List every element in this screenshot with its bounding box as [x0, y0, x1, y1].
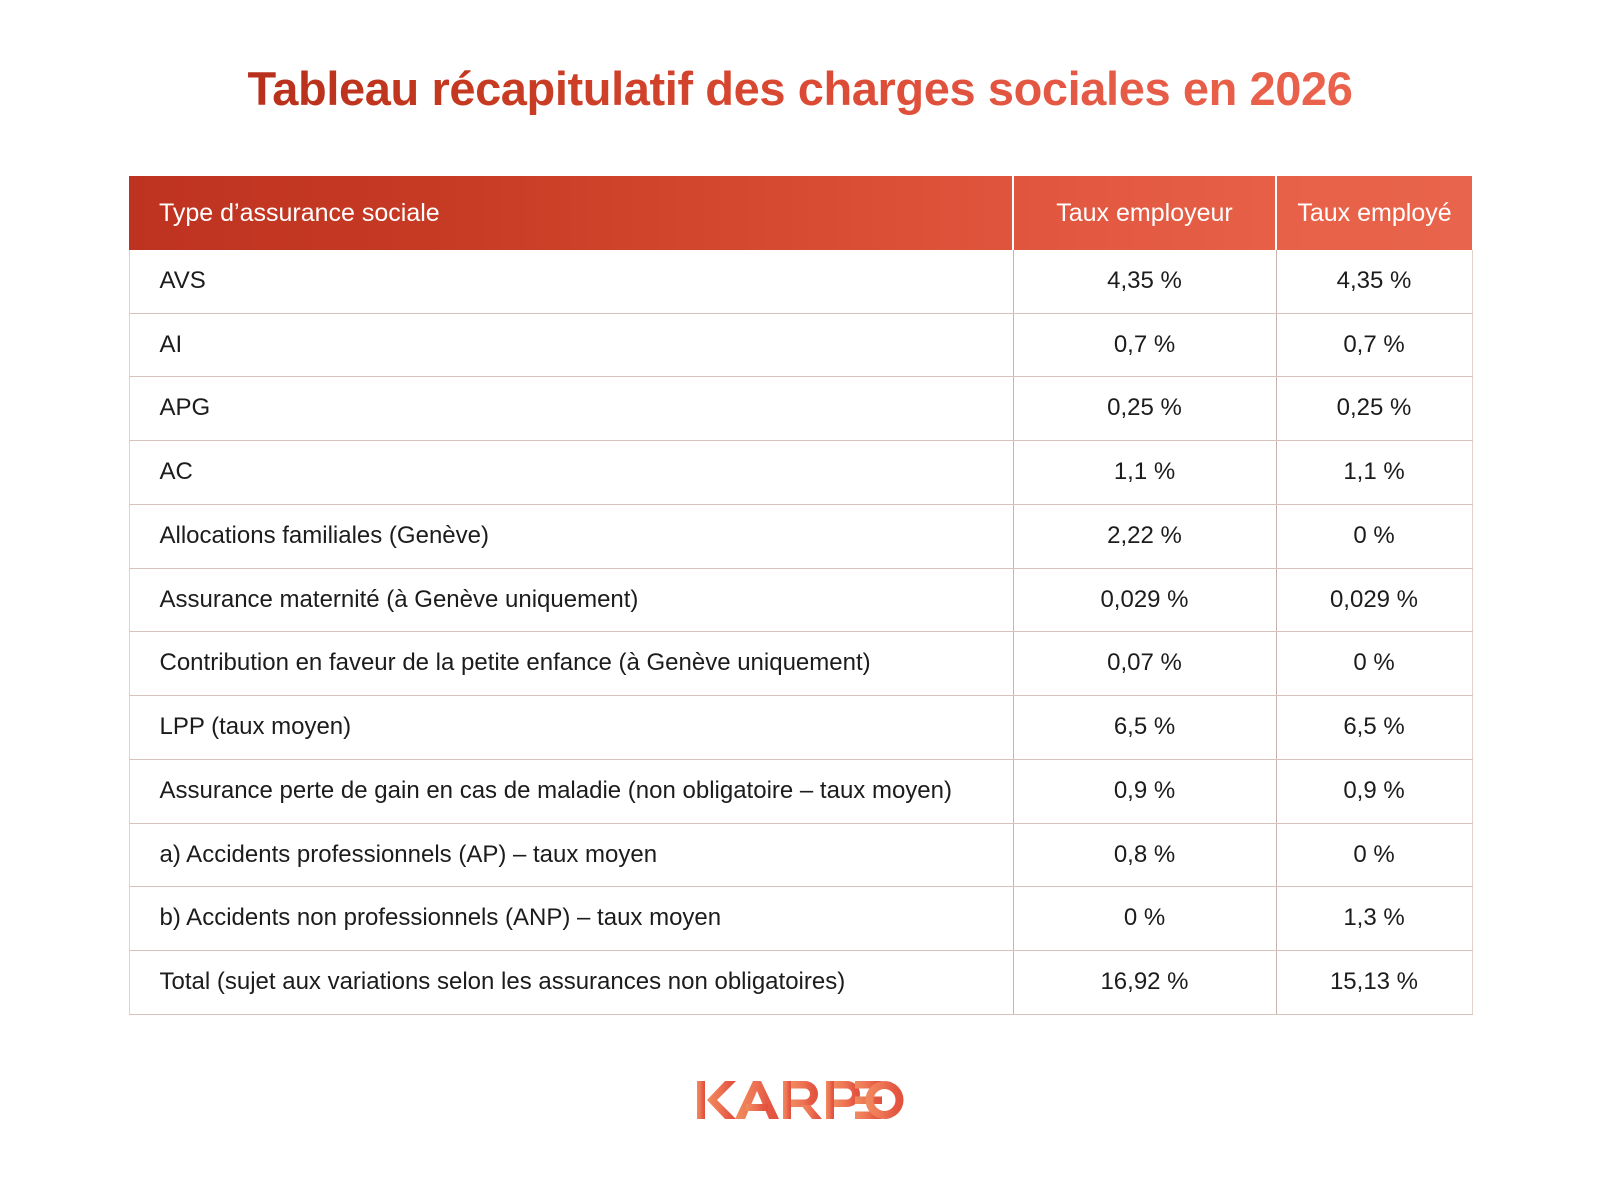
table-row: [129, 250, 1472, 313]
table-header: [129, 176, 1472, 250]
karpeo-logo: [695, 1077, 905, 1123]
table-row: [129, 632, 1472, 696]
cell-taux-employeur: 0,25 %: [1013, 377, 1276, 441]
cell-taux-employe: 4,35 %: [1276, 250, 1472, 313]
cell-assurance-label: AC: [129, 441, 1013, 505]
cell-taux-employe: 0,029 %: [1276, 568, 1472, 632]
cell-taux-employe: 15,13 %: [1276, 950, 1472, 1014]
cell-assurance-label: AVS: [129, 250, 1013, 313]
karpeo-logo-letters: [697, 1081, 904, 1119]
table-header-row: [129, 176, 1472, 250]
cell-taux-employe: 1,3 %: [1276, 887, 1472, 951]
table-row: [129, 950, 1472, 1014]
cell-taux-employeur: 0 %: [1013, 887, 1276, 951]
cell-taux-employe: 0 %: [1276, 632, 1472, 696]
cell-taux-employeur: 1,1 %: [1013, 441, 1276, 505]
cell-assurance-label: AI: [129, 313, 1013, 377]
cell-taux-employeur: 0,8 %: [1013, 823, 1276, 887]
column-header-taux-employeur: Taux employeur: [1013, 176, 1276, 250]
cell-assurance-label: a) Accidents professionnels (AP) – taux moyen: [129, 823, 1013, 887]
table-row: [129, 759, 1472, 823]
table-row: [129, 441, 1472, 505]
table-row: [129, 313, 1472, 377]
table-row: [129, 887, 1472, 951]
cell-assurance-label: Total (sujet aux variations selon les assurances non obligatoires): [129, 950, 1013, 1014]
cell-taux-employeur: 0,029 %: [1013, 568, 1276, 632]
cell-assurance-label: Assurance maternité (à Genève uniquement): [129, 568, 1013, 632]
cell-taux-employeur: 4,35 %: [1013, 250, 1276, 313]
cell-assurance-label: b) Accidents non professionnels (ANP) – taux moyen: [129, 887, 1013, 951]
cell-taux-employe: 1,1 %: [1276, 441, 1472, 505]
table-row: [129, 696, 1472, 760]
cell-taux-employe: 0 %: [1276, 823, 1472, 887]
cell-taux-employe: 0,25 %: [1276, 377, 1472, 441]
table-row: [129, 823, 1472, 887]
cell-taux-employeur: 6,5 %: [1013, 696, 1276, 760]
cell-assurance-label: Assurance perte de gain en cas de maladie (non obligatoire – taux moyen): [129, 759, 1013, 823]
table-row: [129, 377, 1472, 441]
column-header-taux-employe: Taux employé: [1276, 176, 1472, 250]
cell-taux-employeur: 16,92 %: [1013, 950, 1276, 1014]
cell-taux-employeur: 0,7 %: [1013, 313, 1276, 377]
cell-assurance-label: LPP (taux moyen): [129, 696, 1013, 760]
table-row: [129, 504, 1472, 568]
cell-taux-employe: 6,5 %: [1276, 696, 1472, 760]
page-title: Tableau récapitulatif des charges sociales en 2026: [247, 62, 1353, 115]
cell-assurance-label: Contribution en faveur de la petite enfance (à Genève uniquement): [129, 632, 1013, 696]
cell-taux-employe: 0,9 %: [1276, 759, 1472, 823]
cell-assurance-label: APG: [129, 377, 1013, 441]
table-body: [129, 250, 1472, 1014]
cell-taux-employe: 0,7 %: [1276, 313, 1472, 377]
cell-taux-employe: 0 %: [1276, 504, 1472, 568]
charges-table: [129, 176, 1473, 1015]
cell-taux-employeur: 2,22 %: [1013, 504, 1276, 568]
column-header-type-assurance: Type d’assurance sociale: [159, 199, 440, 228]
cell-taux-employeur: 0,9 %: [1013, 759, 1276, 823]
charges-table-container: [129, 176, 1472, 1015]
table-row: [129, 568, 1472, 632]
cell-assurance-label: Allocations familiales (Genève): [129, 504, 1013, 568]
cell-taux-employeur: 0,07 %: [1013, 632, 1276, 696]
